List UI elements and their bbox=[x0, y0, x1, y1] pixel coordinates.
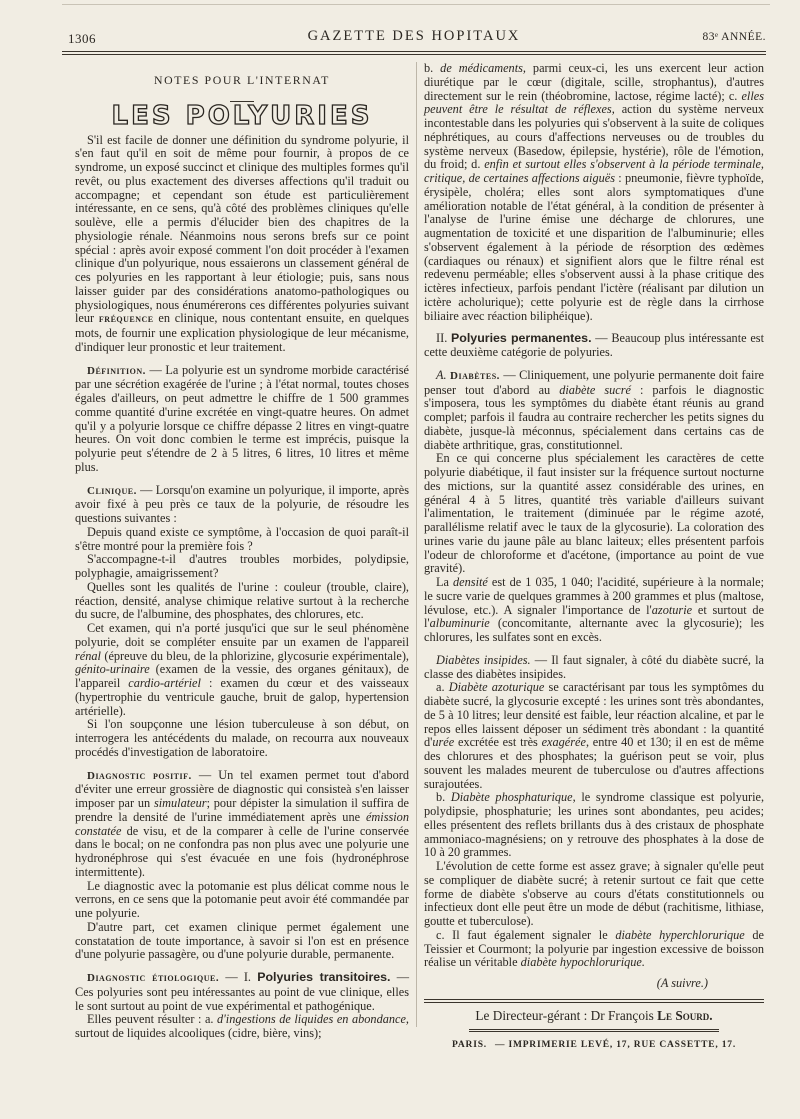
diagnostic-positif-label: Diagnostic positif. bbox=[87, 769, 192, 782]
journal-title: GAZETTE DES HOPITAUX bbox=[307, 28, 521, 44]
printer-imprint: PARIS. — IMPRIMERIE LEVÉ, 17, RUE CASSETTE, 17. bbox=[451, 1039, 737, 1050]
clinique-question-3: Quelles sont les qualités de l'urine : couleur (trouble, claire), réaction, densité, analyse chimique relative surtout à la recherche du sucre, de l'albumine, des phosphates, des chlorures, etc. bbox=[75, 579, 409, 622]
diagnostic-etiologique-label: Diagnostic étiologique. bbox=[87, 972, 220, 984]
diabete-azoturique-paragraph: a. Diabète azoturique se caractérisant par tous les symptômes du diabète sucré, la glycosurie excepté : les urines sont très abondantes, de 5 à 10 litres; leur densité est faible, leur réaction alcaline, et par le repos elles laissent déposer un sédiment très abondant : la quantité d'urée excrétée est très exagérée, entre 40 et 130; il en est de même des chlorures et des phosphates; la guérison peut se voir, plus souvent les malades meurent de tuberculose ou d'autres affections surajoutées. bbox=[424, 680, 765, 791]
hyperchlorurique-paragraph: c. Il faut également signaler le diabète hyperchlorurique de Teissier et Courmont; la polyurie par ingestion excessive de boisson réalise un véritable diabète hypochlorurique. bbox=[424, 927, 764, 970]
diabetes-label: Diabètes. bbox=[450, 369, 500, 382]
page-number: 1306 bbox=[68, 31, 96, 46]
clinique-question-2: S'accompagne-t-il d'autres troubles morbides, polydipsie, polyphagie, amaigrissement? bbox=[75, 552, 409, 580]
diabetes-insipides-heading: Diabètes insipides. bbox=[436, 652, 531, 667]
footer-rule-2 bbox=[424, 1002, 764, 1003]
polyuries-transitoires-heading: Polyuries transitoires. bbox=[257, 970, 391, 984]
clinique-label: Clinique. bbox=[87, 484, 137, 497]
diagnostic-etiologique-paragraph: Diagnostic étiologique. — I. Polyuries transitoires. — Ces polyuries sont peu intéressantes au point de vue clinique, elles le sont surtout au point de vue expérimental et pathogénique. bbox=[75, 970, 410, 1013]
clinique-paragraph: Clinique. — Lorsqu'on examine un polyurique, il importe, après avoir fixé à peu près ce taux de la polyurie, de résoudre les questions suivantes : bbox=[75, 482, 409, 525]
diabete-caracteres-paragraph: En ce qui concerne plus spécialement les caractères de cette polyurie diabétique, il faut insister sur la fréquence surtout nocturne des mictions, sur la quantité assez considérable des urines, en général 4 à 5 litres, quantité très variable d'ailleurs suivant l'alimentation, le traitement (diminuée par le régime azoté, parallélisme relatif avec le taux de la glycosurie). La coloration des urines varie du jaune pâle au blanc laiteux; elles présentent parfois l'odeur de chloroforme et d'acétone, (importance au point de vue gravité). bbox=[424, 451, 764, 576]
running-header bbox=[62, 24, 766, 44]
column-divider bbox=[416, 62, 417, 1027]
evolution-paragraph: L'évolution de cette forme est assez grave; à signaler qu'elle peut se compliquer de diabète sucré; à retenir surtout ce fait que cette forme de diabète s'observe au cours d'états constitutionnels ou infectieux dont elle peut être un mode de début (rachitisme, lithiase, goutte et tuberculose). bbox=[424, 859, 764, 928]
left-column bbox=[75, 62, 409, 1041]
footer-rule bbox=[424, 999, 764, 1000]
polyuries-permanentes-heading: Polyuries permanentes. bbox=[451, 331, 592, 346]
top-edge-line bbox=[62, 4, 770, 5]
diabete-phosphaturique-paragraph: b. Diabète phosphaturique, le syndrome classique est polyurie, polydipsie, phosphaturie; les urines sont abondantes, peu acides; elles présentent des reflets brillants dus à des cristaux de phosphate ammoniaco-magnésiens; on y retrouve des phosphates à la dose de 10 à 20 grammes. bbox=[424, 790, 765, 860]
liquides-paragraph: Elles peuvent résulter : a. d'ingestions de liquides en abondance, surtout de liquides alcooliques (cidre, bière, vins); bbox=[75, 1012, 409, 1040]
closing-block bbox=[424, 977, 764, 991]
director-rule bbox=[469, 1029, 719, 1030]
director-line: Le Directeur-gérant : Dr François Le Sourd. bbox=[475, 1007, 713, 1023]
clinique-question-1: Depuis quand existe ce symptôme, à l'occasion de quoi paraît-il s'être montré pour la première fois ? bbox=[75, 524, 409, 553]
clinique-tuberculose-paragraph: Si l'on soupçonne une lésion tuberculeuse à son début, on interrogera les antécédents du malade, on recourra aux nouveaux procédés d'investigation de laboratoire. bbox=[75, 717, 409, 759]
year-label: 83ᵉ ANNÉE. bbox=[702, 31, 766, 43]
constatation-paragraph: D'autre part, cet examen clinique permet également une constatation de toute importance, à savoir si l'on est en présence d'une polyurie passagère, ou d'une polyurie durable, permanente. bbox=[75, 919, 409, 962]
article-title: LES POLYURIES bbox=[111, 100, 373, 131]
clinique-exam-paragraph: Cet examen, qui n'a porté jusqu'ici que sur le seul phénomène polyurie, doit se compléter ensuite par un examen de l'appareil rénal (épreuve du bleu, de la phlorizine, glycosurie expérimentale), génito-urinaire (examen de la vessie, des organes génitaux), de l'appareil cardio-artériel : examen du cœur et des vaisseaux (hypertrophie du ventricule gauche, bruit de galop, hypertension artérielle). bbox=[75, 621, 409, 718]
director-rule-2 bbox=[469, 1031, 719, 1032]
definition-paragraph: Définition. — La polyurie est un syndrome morbide caractérisé par une sécrétion exagérée de l'urine ; à l'état normal, toutes choses égales d'ailleurs, on peut admettre le chiffre de 1 500 grammes comme quantité d'urine excrétée en vingt-quatre heures. On admet qu'il y a polyurie lorsque ce chiffre dépasse 2 litres en vingt-quatre heures. On voit donc combien le terme est imprécis, puisque la polyurie peut s'étendre de 2 à 5 litres, 6 litres, 10 litres et même plus. bbox=[75, 362, 409, 474]
header-rule bbox=[62, 51, 766, 52]
section-kicker: NOTES POUR L'INTERNAT bbox=[154, 73, 330, 87]
polyuries-permanentes-paragraph: II. Polyuries permanentes. — Beaucoup plus intéressante est cette deuxième catégorie de polyuries. bbox=[424, 331, 764, 359]
header-rule-2 bbox=[62, 54, 766, 55]
diagnostic-positif-paragraph: Diagnostic positif. — Un tel examen permet tout d'abord d'éviter une erreur grossière de diagnostic qui consisteà s'en laisser imposer par un simulateur; pour dépister la simulation il suffira de prendre la densité de l'urine immédiatement après une émission constatée de visu, et de la comparer à celle de l'urine conservée dans le bocal; on ne confondra pas non plus avec une polyurie une hydronéphrose qui s'est évacuée en une fois (hydronéphrose intermittente). bbox=[75, 767, 410, 879]
diabetes-paragraph: A. Diabètes. — Cliniquement, une polyurie permanente doit faire penser tout d'abord au diabète sucré : parfois le diagnostic s'imposera, tous les symptômes du diabète étant réunis au grand complet; parfois il faudra au contraire rechercher les petits signes du diabète, jusque-là méconnus, spécialement dans certains cas de diabète arthritique, gras, constitutionnel. bbox=[424, 367, 765, 452]
densite-paragraph: La densité est de 1 035, 1 040; l'acidité, supérieure à la normale; le sucre varie de quelques grammes à 200 grammes et plus (maltose, lévulose, etc.). A signaler l'importance de l'azoturie et surtout de l'albuminurie (concomitante, alternante avec la glycosurie); les chlorures, les sulfates sont en excès. bbox=[424, 575, 765, 644]
a-suivre-note: (A suivre.) bbox=[656, 976, 708, 990]
causes-paragraph: b. de médicaments, parmi ceux-ci, les uns exercent leur action diurétique par le cœur (digitale, scille, strophantus), d'autres directement sur le rein (théobromine, lactose, régime lacté); c. elles peuvent être le résultat de réflexes, action du système nerveux incontestable dans les polyuries qui s'observent à la suite de coliques néphrétiques, au cours d'affections nerveuses ou de troubles du système nerveux (Basedow, épilepsie, hystérie), rôle de l'émotion, du froid; d. enfin et surtout elles s'observent à la période terminale, critique, de certaines affections aiguës : pneumonie, fièvre typhoïde, érysipèle, choléra; elles sont alors symptomatiques d'une amélioration notable de l'état général, à la condition de présenter à l'analyse de l'urine émise une décharge de chlorures, une augmentation de toxicité et une disparition de l'albuminurie; elles s'observent également à la période de résorption des œdèmes (cardiaques ou rénaux) et signifient alors que le filtre rénal est redevenu perméable; elles s'observent aussi à la phase critique des ictères infectieux, parfois pendant l'ictère (réalisant par dilution un ictère acholurique); cette polyurie est de règle dans la cirrhose biliaire avec réaction biliphéique). bbox=[424, 61, 765, 323]
intro-paragraph: S'il est facile de donner une définition du syndrome polyurie, il s'en faut qu'il en soit de même pour fournir, à propos de ce syndrome, un exposé succinct et clinique des multiples formes qu'il revêt, ou plus exactement des diverses affections qu'il traduit ou accompagne; et cependant son étude est particulièrement intéressante, en ce sens, qu'à côté des problèmes cliniques qu'elle soulève, elle a permis d'élucider bien des chapitres de la physiologie rénale. Néanmoins nous serons brefs sur ce point spécial : après avoir exposé comment l'on doit procéder à l'examen clinique d'un polyurique, nous essaierons un classement général de ces polyuries en les rapportant à leur étiologie; puis, sans nous laisser guider par des considérations anatomo-pathologiques ou physiologiques, nous énumérerons ces différentes polyuries suivant leur fréquence en clinique, nous contentant ensuite, en quelques mots, de fournir une explication physiologique de leur mécanisme, d'indiquer leur pronostic et leur traitement. bbox=[75, 132, 410, 354]
diabetes-insipides-paragraph: Diabètes insipides. — Il faut signaler, à côté du diabète sucré, la classe des diabètes insipides. bbox=[424, 652, 764, 681]
right-column bbox=[424, 62, 764, 1052]
potomanie-paragraph: Le diagnostic avec la potomanie est plus délicat comme nous le verrons, en ce sens que la potomanie peut avoir été commandée par une polyurie. bbox=[75, 878, 409, 920]
definition-label: Définition. bbox=[87, 364, 146, 377]
